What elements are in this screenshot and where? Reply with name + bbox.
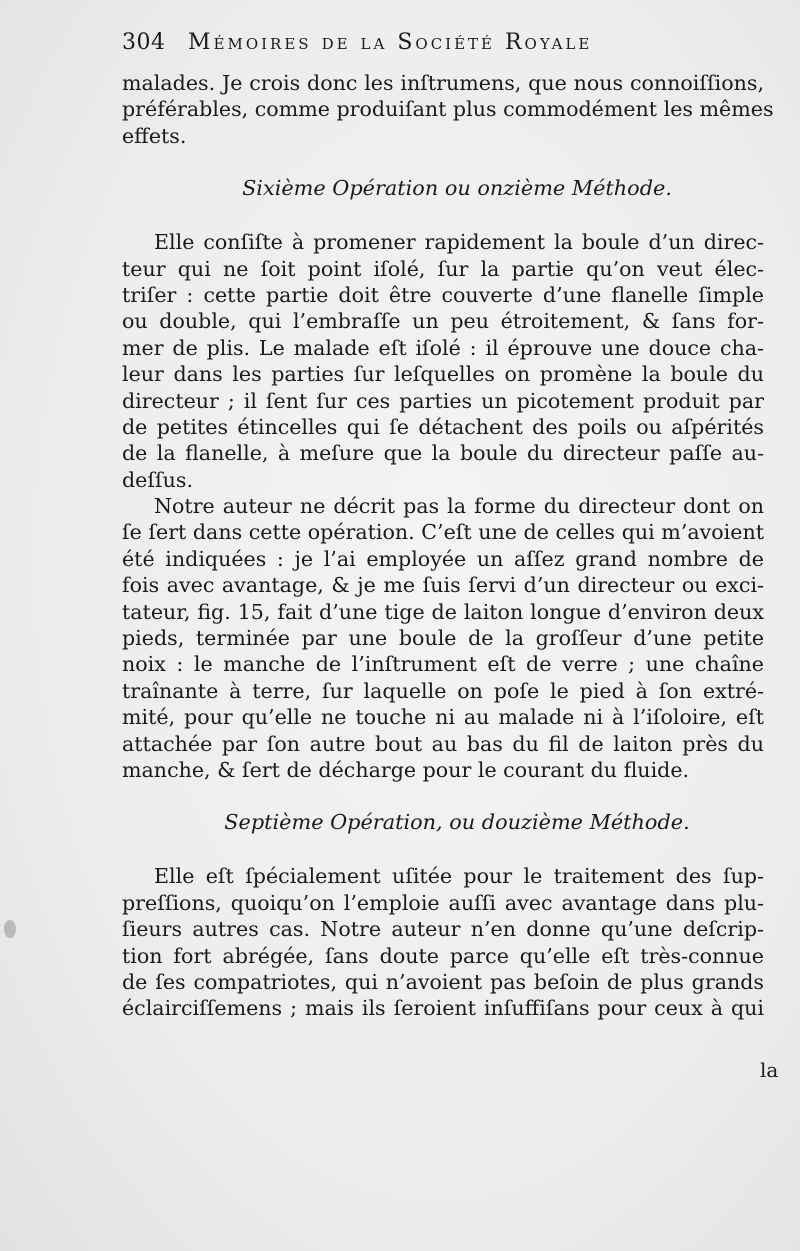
section-heading-seventh: Septième Opération, ou douzième Méthode. — [224, 810, 690, 835]
text-line: traînante à terre, ſur laquelle on poſe le pied à ſon extré- — [122, 678, 764, 703]
text-line: Elle eſt ſpécialement uſitée pour le traitement des ſup- — [154, 864, 764, 889]
page-number: 304 — [122, 30, 166, 55]
text-line: directeur ; il ſent ſur ces parties un picotement produit par — [122, 388, 764, 413]
text-line: pieds, terminée par une boule de la groſſeur d’une petite — [122, 626, 764, 651]
text-line: effets. — [122, 123, 187, 148]
text-line: tateur, fig. 15, fait d’une tige de laiton longue d’environ deux — [122, 599, 764, 624]
text-line: teur qui ne ſoit point iſolé, ſur la partie qu’on veut élec- — [122, 256, 764, 281]
text-line: tion fort abrégée, ſans doute parce qu’elle eſt très-connue — [122, 943, 764, 968]
text-line: ſe ſert dans cette opération. C’eſt une de celles qui m’avoient — [122, 520, 764, 545]
text-line: ou double, qui l’embraſſe un peu étroitement, & ſans for- — [122, 309, 764, 334]
ink-spot — [4, 920, 16, 938]
text-line: de la flanelle, à meſure que la boule du directeur paſſe au- — [122, 441, 764, 466]
text-line: ſieurs autres cas. Notre auteur n’en donne qu’une deſcrip- — [122, 917, 764, 942]
text-line: de ſes compatriotes, qui n’avoient pas beſoin de plus grands — [122, 969, 764, 994]
text-line: manche, & ſert de décharge pour le courant du fluide. — [122, 757, 690, 782]
text-line: éclairciſſemens ; mais ils ſeroient inſuffiſans pour ceux à qui — [122, 996, 764, 1021]
text-line: préférables, comme produiſant plus commodément les mêmes — [122, 97, 774, 122]
text-line: preſſions, quoiqu’on l’emploie auſſi avec avantage dans plu- — [122, 890, 764, 915]
text-line: leur dans les parties ſur leſquelles on promène la boule du — [122, 362, 764, 387]
text-line: attachée par ſon autre bout au bas du fil de laiton près du — [122, 731, 764, 756]
paragraph-intro — [122, 70, 774, 149]
text-line: de petites étincelles qui ſe détachent des poils ou aſpérités — [122, 414, 764, 439]
text-line: mer de plis. Le malade eſt iſolé : il éprouve une douce cha- — [122, 335, 764, 360]
running-title: Mémoires de la Société Royale — [188, 30, 593, 55]
text-line: triſer : cette partie doit être couverte d’une flanelle ſimple — [122, 282, 764, 307]
catchword: la — [760, 1058, 779, 1082]
text-line: deſſus. — [122, 467, 193, 492]
text-line: Elle conſiſte à promener rapidement la boule d’un direc- — [154, 230, 764, 255]
running-header — [122, 30, 764, 70]
text-line: fois avec avantage, & je me ſuis ſervi d’un directeur ou exci- — [122, 573, 764, 598]
paragraph-seventh — [122, 863, 764, 1021]
paragraph-sixth-b — [122, 493, 764, 783]
text-line: Notre auteur ne décrit pas la forme du directeur dont on — [154, 494, 764, 519]
page-text — [122, 30, 774, 1022]
text-line: été indiquées : je l’ai employée un aſſez grand nombre de — [122, 546, 764, 571]
section-heading-sixth: Sixième Opération ou onzième Méthode. — [242, 176, 672, 201]
text-line: malades. Je crois donc les inſtrumens, que nous connoiſſions, — [122, 71, 764, 95]
paragraph-sixth-a — [122, 229, 764, 493]
text-line: mité, pour qu’elle ne touche ni au malade ni à l’iſoloire, eſt — [122, 705, 764, 730]
text-line: noix : le manche de l’inſtrument eſt de verre ; une chaîne — [122, 652, 764, 677]
